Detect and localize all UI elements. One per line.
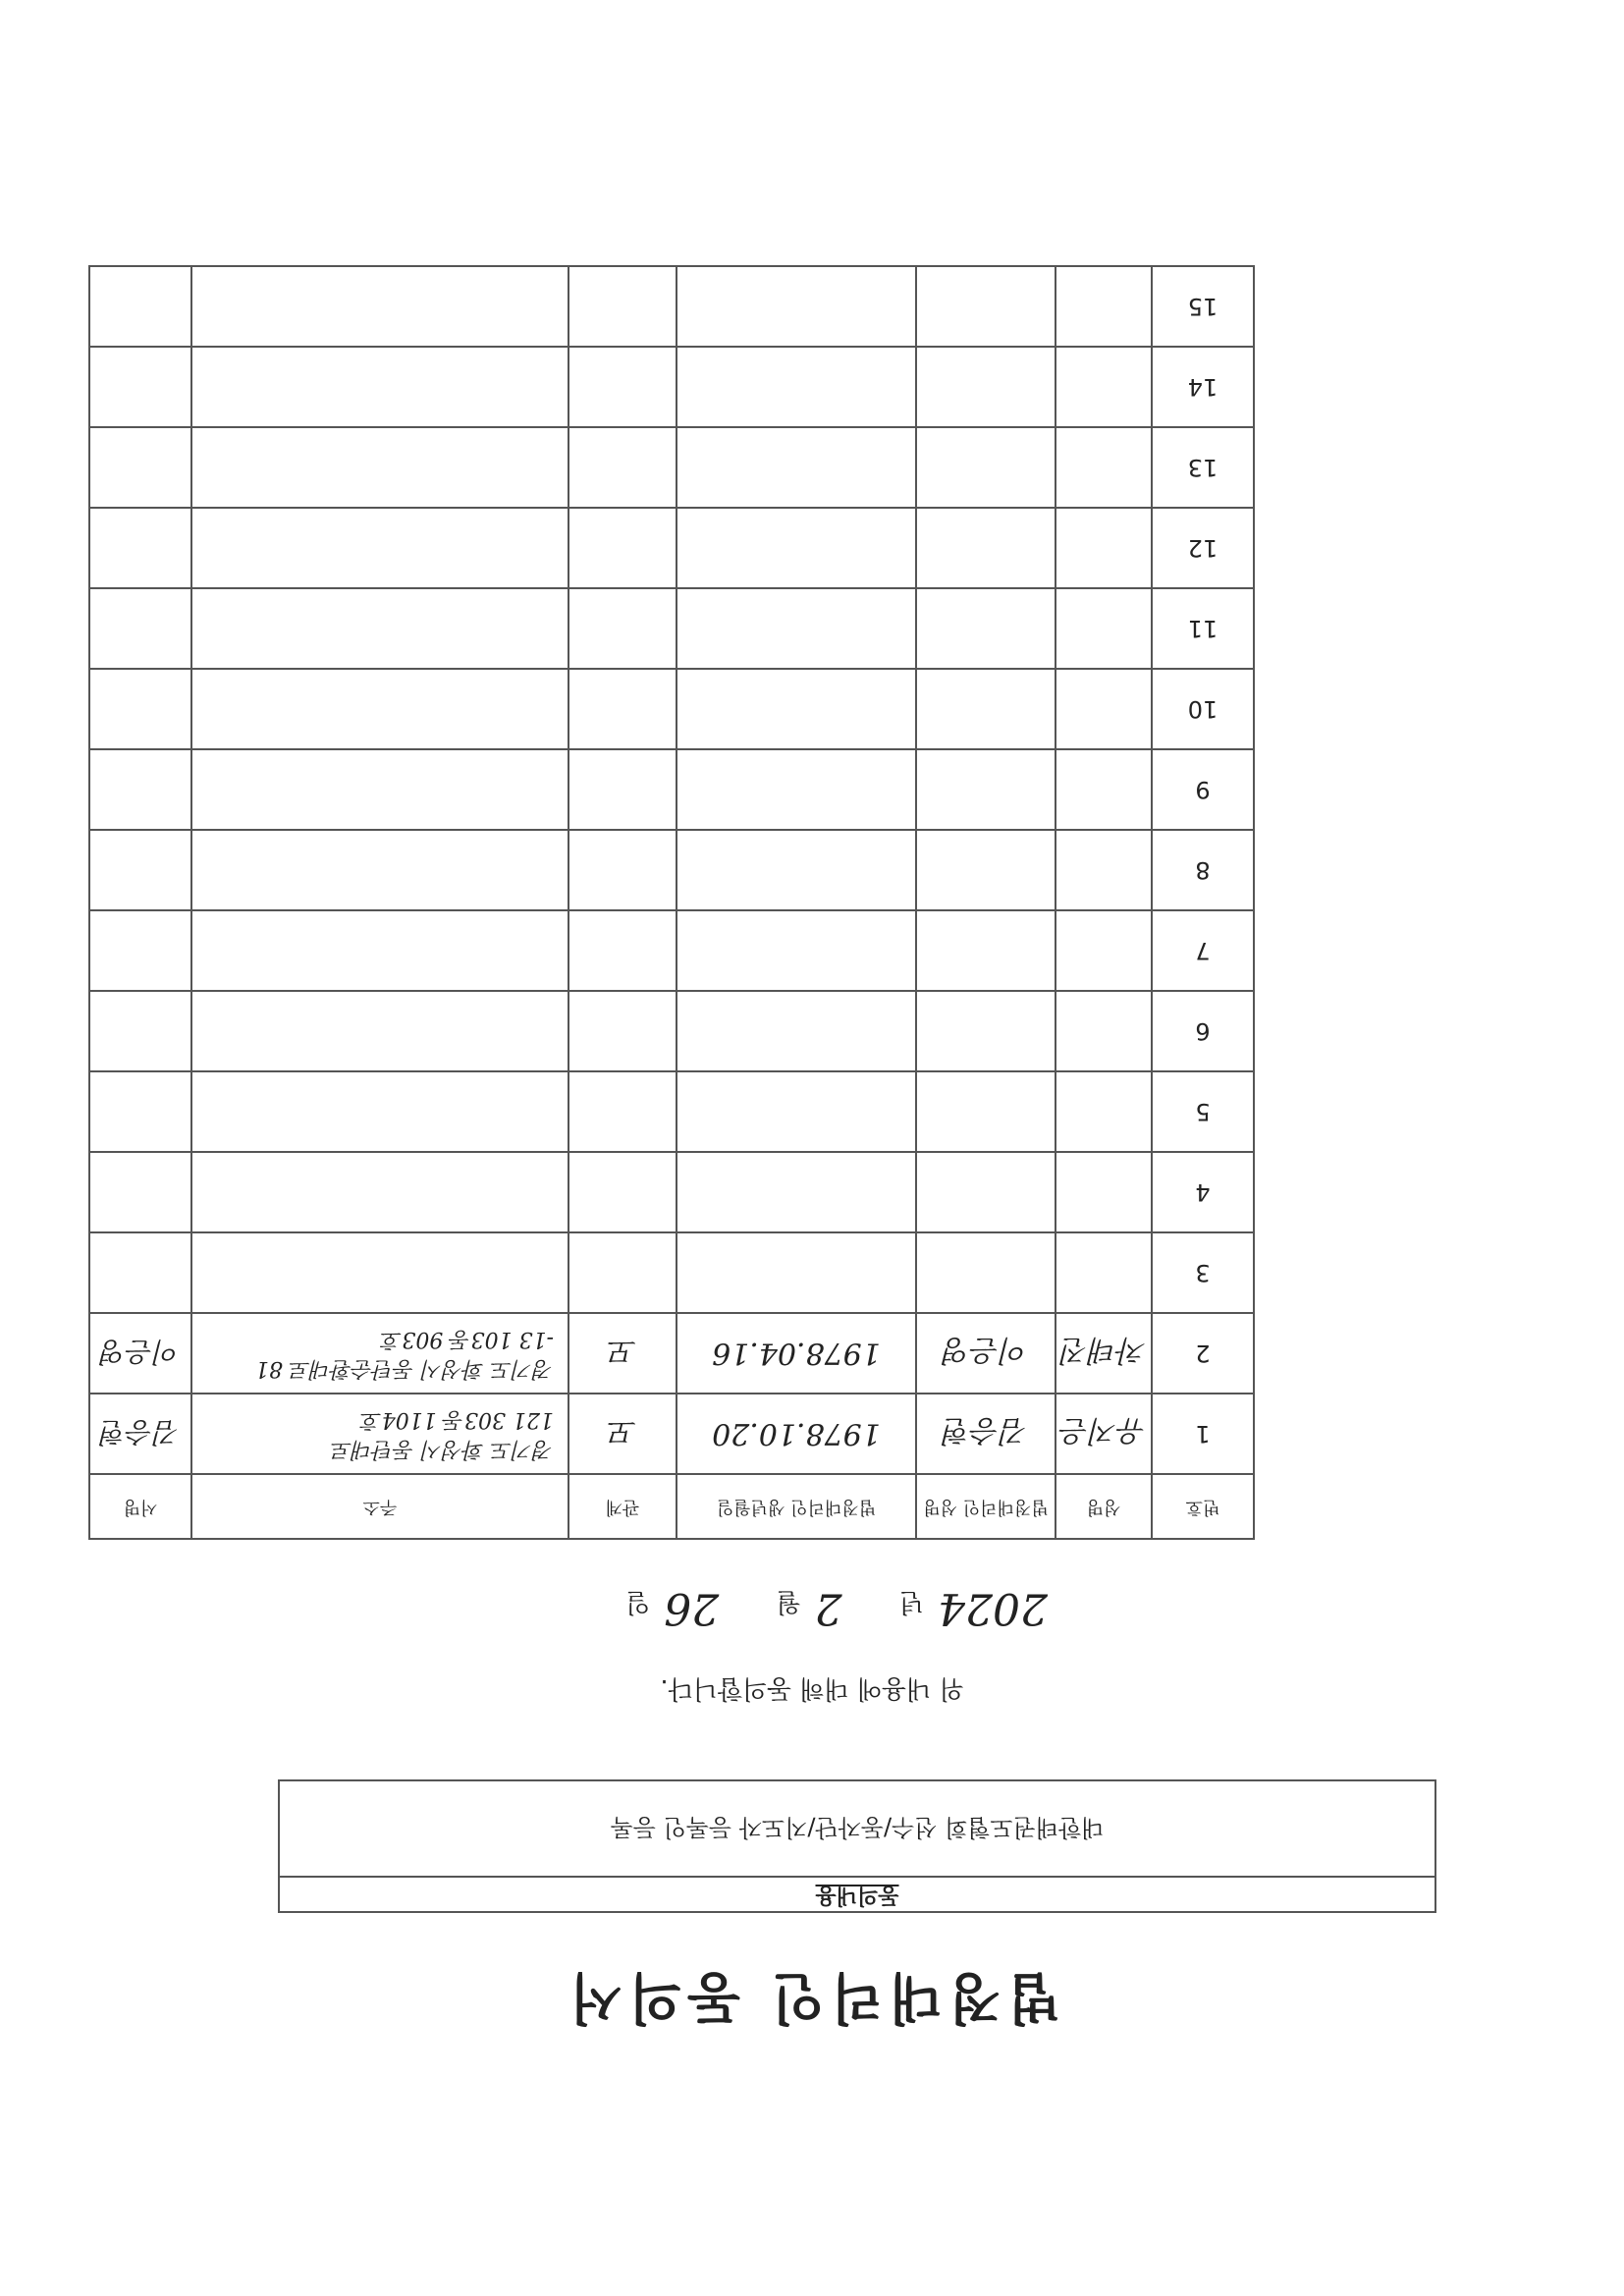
row-name	[1056, 749, 1152, 830]
row-guardian-birth	[677, 1232, 916, 1313]
row-guardian-birth: 1978.10.20	[677, 1394, 916, 1474]
row-address	[191, 588, 568, 669]
row-relation	[568, 588, 677, 669]
row-address-line2: 121 303동 1104호	[360, 1407, 554, 1432]
consent-date	[0, 1583, 1624, 1633]
row-signature	[89, 991, 191, 1071]
row-signature	[89, 749, 191, 830]
row-relation: 모	[568, 1394, 677, 1474]
row-guardian-name	[916, 508, 1056, 588]
row-name	[1056, 1071, 1152, 1152]
row-no: 4	[1152, 1152, 1254, 1232]
row-name	[1056, 669, 1152, 749]
table-row	[89, 910, 1254, 991]
row-no: 14	[1152, 347, 1254, 427]
table-row	[89, 749, 1254, 830]
date-day: 26	[664, 1583, 720, 1633]
table-row	[89, 1313, 1254, 1394]
date-year: 2024	[937, 1583, 1048, 1633]
row-signature	[89, 347, 191, 427]
row-name	[1056, 508, 1152, 588]
row-no: 3	[1152, 1232, 1254, 1313]
row-guardian-birth	[677, 830, 916, 910]
row-signature: 이은영	[89, 1313, 191, 1394]
row-relation	[568, 1071, 677, 1152]
row-guardian-name	[916, 669, 1056, 749]
row-signature: 김승현	[89, 1394, 191, 1474]
row-guardian-name: 김승현	[916, 1394, 1056, 1474]
row-guardian-birth	[677, 1071, 916, 1152]
agree-statement: 위 내용에 대해 동의합니다.	[660, 1673, 964, 1703]
row-address	[191, 749, 568, 830]
row-no: 9	[1152, 749, 1254, 830]
row-name	[1056, 910, 1152, 991]
row-signature	[89, 1071, 191, 1152]
row-address-line2: -13 103동 903호	[381, 1327, 554, 1351]
row-no: 8	[1152, 830, 1254, 910]
guardian-table	[88, 265, 1255, 1540]
table-row	[89, 508, 1254, 588]
row-guardian-birth	[677, 427, 916, 508]
row-address	[191, 508, 568, 588]
row-guardian-birth	[677, 347, 916, 427]
header-guardian-birth: 법정대리인 생년월일	[677, 1474, 916, 1539]
row-relation	[568, 266, 677, 347]
header-guardian-name: 법정대리인 성명	[916, 1474, 1056, 1539]
row-name	[1056, 347, 1152, 427]
row-no: 6	[1152, 991, 1254, 1071]
row-name	[1056, 1152, 1152, 1232]
row-no: 11	[1152, 588, 1254, 669]
date-month: 2	[814, 1583, 842, 1633]
row-address	[191, 266, 568, 347]
row-guardian-name	[916, 830, 1056, 910]
row-relation	[568, 508, 677, 588]
row-address	[191, 669, 568, 749]
row-no: 2	[1152, 1313, 1254, 1394]
row-guardian-name	[916, 749, 1056, 830]
row-address	[191, 347, 568, 427]
date-day-unit: 일	[625, 1587, 651, 1616]
header-address: 주소	[191, 1474, 568, 1539]
row-signature	[89, 427, 191, 508]
row-name	[1056, 830, 1152, 910]
header-signature: 서명	[89, 1474, 191, 1539]
row-signature	[89, 830, 191, 910]
header-relation: 관계	[568, 1474, 677, 1539]
row-no: 10	[1152, 669, 1254, 749]
row-address-line1: 경기도 화성시 동탄순환대로 81	[255, 1356, 554, 1381]
row-address	[191, 830, 568, 910]
table-row	[89, 347, 1254, 427]
row-guardian-name	[916, 347, 1056, 427]
row-signature	[89, 588, 191, 669]
table-row	[89, 830, 1254, 910]
row-guardian-name	[916, 266, 1056, 347]
row-relation: 모	[568, 1313, 677, 1394]
row-relation	[568, 910, 677, 991]
row-relation	[568, 830, 677, 910]
row-signature	[89, 508, 191, 588]
row-signature	[89, 669, 191, 749]
row-guardian-birth: 1978.04.16	[677, 1313, 916, 1394]
row-guardian-name	[916, 588, 1056, 669]
row-no: 1	[1152, 1394, 1254, 1474]
row-guardian-name	[916, 1152, 1056, 1232]
row-guardian-name	[916, 1071, 1056, 1152]
table-row	[89, 991, 1254, 1071]
row-address	[191, 1394, 568, 1474]
row-address	[191, 1313, 568, 1394]
row-relation	[568, 427, 677, 508]
document-title: 법정대리인 동의서	[563, 1965, 1061, 2029]
row-no: 7	[1152, 910, 1254, 991]
row-relation	[568, 991, 677, 1071]
table-row	[89, 1071, 1254, 1152]
consent-content-text: 대한태권도협회 선수/동자단/지도자 등록인 등록	[610, 1814, 1105, 1841]
row-no: 5	[1152, 1071, 1254, 1152]
row-relation	[568, 1152, 677, 1232]
row-guardian-birth	[677, 669, 916, 749]
row-signature	[89, 910, 191, 991]
row-address-line1: 경기도 화성시 동탄대로	[331, 1437, 554, 1461]
consent-content-box	[278, 1779, 1436, 1913]
table-row	[89, 588, 1254, 669]
row-no: 12	[1152, 508, 1254, 588]
row-relation	[568, 669, 677, 749]
row-no: 15	[1152, 266, 1254, 347]
row-signature	[89, 1152, 191, 1232]
row-address	[191, 427, 568, 508]
table-row	[89, 1232, 1254, 1313]
header-name: 성명	[1056, 1474, 1152, 1539]
row-name	[1056, 991, 1152, 1071]
row-relation	[568, 1232, 677, 1313]
row-name: 유지은	[1056, 1394, 1152, 1474]
row-guardian-birth	[677, 991, 916, 1071]
table-row	[89, 669, 1254, 749]
row-name	[1056, 588, 1152, 669]
row-address	[191, 991, 568, 1071]
row-no: 13	[1152, 427, 1254, 508]
table-row	[89, 1152, 1254, 1232]
row-name	[1056, 427, 1152, 508]
row-signature	[89, 1232, 191, 1313]
row-name	[1056, 266, 1152, 347]
row-guardian-birth	[677, 749, 916, 830]
row-guardian-name	[916, 991, 1056, 1071]
consent-content-header: 동의내용	[280, 1876, 1435, 1911]
row-guardian-name	[916, 427, 1056, 508]
row-guardian-birth	[677, 266, 916, 347]
row-relation	[568, 749, 677, 830]
row-address	[191, 1152, 568, 1232]
row-name	[1056, 1232, 1152, 1313]
row-relation	[568, 347, 677, 427]
table-row	[89, 427, 1254, 508]
row-guardian-birth	[677, 588, 916, 669]
row-guardian-name	[916, 1232, 1056, 1313]
row-signature	[89, 266, 191, 347]
header-no: 번호	[1152, 1474, 1254, 1539]
row-address	[191, 910, 568, 991]
row-guardian-name	[916, 910, 1056, 991]
row-guardian-name: 이은영	[916, 1313, 1056, 1394]
date-month-unit: 월	[776, 1587, 801, 1616]
date-year-unit: 년	[898, 1587, 924, 1616]
row-guardian-birth	[677, 1152, 916, 1232]
row-address	[191, 1071, 568, 1152]
table-row	[89, 266, 1254, 347]
table-header-row	[89, 1474, 1254, 1539]
row-guardian-birth	[677, 508, 916, 588]
row-guardian-birth	[677, 910, 916, 991]
row-address	[191, 1232, 568, 1313]
row-name: 차태진	[1056, 1313, 1152, 1394]
table-row	[89, 1394, 1254, 1474]
